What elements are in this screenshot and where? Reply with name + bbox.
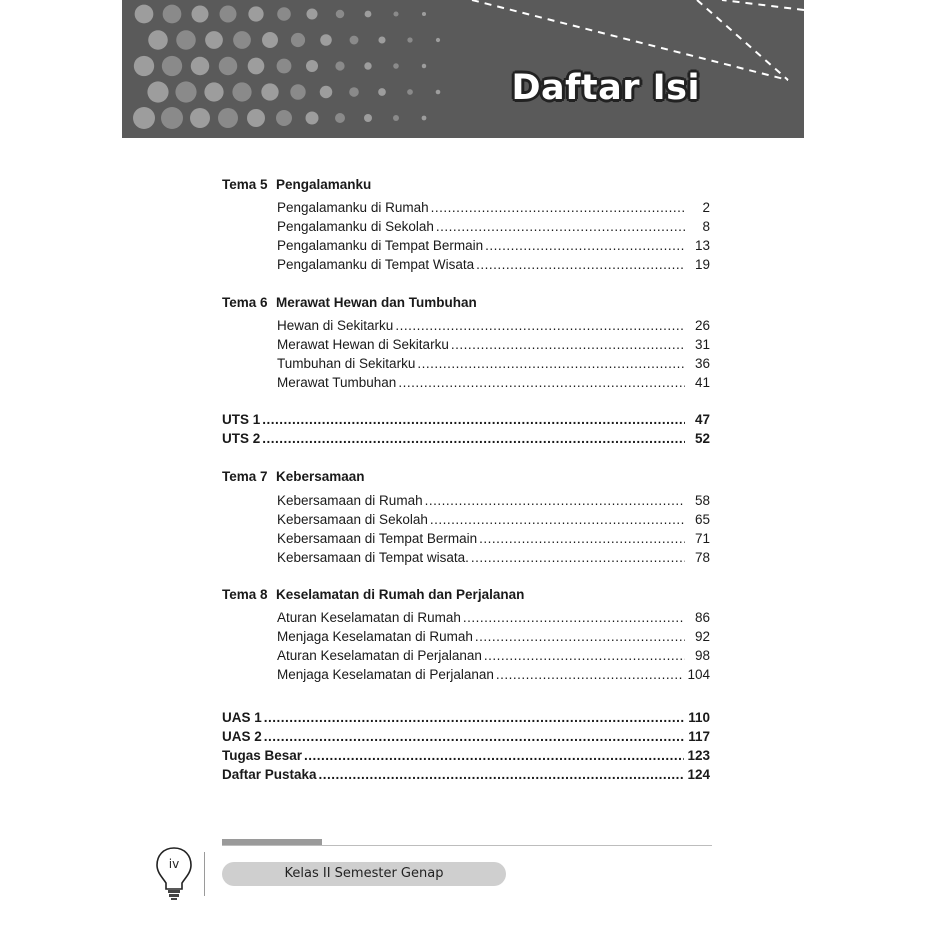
decorative-dot [364, 114, 372, 122]
toc-entry[interactable] [277, 493, 710, 512]
decorative-dot [378, 88, 386, 96]
decorative-dot [161, 107, 183, 129]
toc-entry-page: 92 [694, 629, 710, 644]
dot-leader [484, 648, 685, 663]
decorative-dot [261, 83, 278, 100]
decorative-dot [148, 30, 168, 50]
footer-separator [204, 852, 205, 896]
toc-entry-title: Aturan Keselamatan di Perjalanan [277, 648, 482, 663]
dot-leader [262, 431, 685, 446]
toc-entry-page: 13 [694, 238, 710, 253]
theme-number: Tema 6 [222, 295, 268, 310]
decorative-dot [135, 5, 154, 24]
decorative-dot [393, 115, 399, 121]
toc-entry-title: Daftar Pustaka [222, 767, 317, 782]
toc-entry-title: Aturan Keselamatan di Rumah [277, 610, 461, 625]
decorative-dot [190, 108, 210, 128]
dot-leader [471, 550, 685, 565]
decorative-dot [422, 116, 427, 121]
toc-entry-page: 104 [687, 667, 710, 682]
toc-entry-page: 36 [694, 356, 710, 371]
toc-entry-page: 123 [687, 748, 710, 763]
theme-number: Tema 5 [222, 177, 268, 192]
decorative-dot [133, 107, 155, 129]
lightbulb-icon [155, 845, 193, 903]
toc-entry[interactable] [277, 200, 710, 219]
decorative-dot [277, 59, 292, 74]
toc-entry[interactable] [222, 729, 710, 748]
decorative-dot [407, 37, 412, 42]
toc-entry-page: 110 [688, 710, 710, 725]
toc-theme-heading [222, 177, 371, 192]
toc-entry[interactable] [222, 431, 710, 450]
decorative-dot [422, 64, 426, 68]
toc-entry[interactable] [277, 550, 710, 569]
toc-entry-page: 52 [694, 431, 710, 446]
toc-entry-page: 124 [687, 767, 710, 782]
toc-entry-page: 58 [694, 493, 710, 508]
toc-entry[interactable] [277, 219, 710, 238]
toc-entry-title: Pengalamanku di Tempat Wisata [277, 257, 475, 272]
toc-entry-page: 65 [694, 512, 710, 527]
dot-leader [425, 493, 685, 508]
decorative-dot [306, 8, 317, 19]
dot-leader [475, 629, 685, 644]
toc-entry-page: 86 [694, 610, 710, 625]
page-title: Daftar Isi [511, 68, 700, 108]
toc-entry-title: Kebersamaan di Sekolah [277, 512, 428, 527]
footer-label: Kelas II Semester Genap [284, 866, 444, 881]
decorative-dot [436, 38, 440, 42]
decorative-dot [204, 82, 223, 101]
decorative-dot [365, 11, 372, 18]
decorative-dot [336, 10, 345, 19]
toc-entry-title: Tumbuhan di Sekitarku [277, 356, 416, 371]
theme-title: Kebersamaan [276, 469, 365, 484]
dot-pattern-decoration [122, 0, 804, 138]
toc-entry[interactable] [277, 667, 710, 686]
decorative-dot [175, 81, 196, 102]
decorative-dot [335, 61, 344, 70]
toc-entry-page: 26 [694, 318, 710, 333]
header-banner [122, 0, 804, 138]
toc-entry-page: 41 [694, 375, 710, 390]
decorative-dot [320, 34, 332, 46]
decorative-dot [218, 108, 238, 128]
decorative-dot [233, 31, 251, 49]
dot-leader [417, 356, 685, 371]
dot-leader [304, 748, 684, 763]
page-number-badge [155, 845, 193, 903]
decorative-dot [393, 11, 398, 16]
toc-entry-title: Kebersamaan di Tempat wisata. [277, 550, 469, 565]
toc-entry-page: 117 [688, 729, 710, 744]
toc-entry[interactable] [222, 710, 710, 729]
footer-label-pill [222, 862, 506, 886]
toc-entry-page: 71 [694, 531, 710, 546]
toc-entry[interactable] [222, 748, 710, 767]
decorative-dot [147, 81, 168, 102]
decorative-dot [320, 86, 333, 99]
decorative-dot [350, 36, 359, 45]
toc-entry[interactable] [277, 648, 710, 667]
dot-leader [496, 667, 685, 682]
theme-title: Merawat Hewan dan Tumbuhan [276, 295, 477, 310]
decorative-dot [335, 113, 345, 123]
theme-number: Tema 7 [222, 469, 268, 484]
toc-entry-page: 2 [702, 200, 710, 215]
toc-entry-title: Pengalamanku di Sekolah [277, 219, 434, 234]
toc-entry-page: 98 [694, 648, 710, 663]
toc-entry-title: Hewan di Sekitarku [277, 318, 394, 333]
dot-leader [463, 610, 685, 625]
toc-entry[interactable] [277, 375, 710, 394]
decorative-dot [262, 32, 278, 48]
decorative-dot [191, 57, 210, 76]
dot-leader [431, 200, 685, 215]
toc-entry-title: Kebersamaan di Tempat Bermain [277, 531, 478, 546]
toc-entry-page: 31 [694, 337, 710, 352]
decorative-dot [247, 109, 265, 127]
toc-entry-title: UAS 1 [222, 710, 262, 725]
toc-entry[interactable] [277, 318, 710, 337]
toc-entry-title: Kebersamaan di Rumah [277, 493, 423, 508]
footer-divider [222, 845, 712, 846]
dot-leader [264, 710, 685, 725]
decorative-dot [163, 5, 182, 24]
dot-leader [319, 767, 685, 782]
toc-entry[interactable] [222, 412, 710, 431]
decorative-dot [436, 90, 441, 95]
dot-leader [398, 375, 685, 390]
decorative-dot [205, 31, 223, 49]
decorative-dot [232, 82, 251, 101]
decorative-dot [349, 87, 359, 97]
decorative-dot [192, 6, 209, 23]
toc-entry-title: UTS 1 [222, 412, 261, 427]
toc-theme-heading [222, 469, 365, 484]
dot-leader [479, 531, 685, 546]
toc-entry[interactable] [277, 257, 710, 276]
decorative-dot [364, 62, 371, 69]
toc-entry-title: Tugas Besar [222, 748, 303, 763]
decorative-dot [162, 56, 182, 76]
decorative-dot [422, 12, 426, 16]
dashed-line-decoration [722, 0, 804, 10]
toc-entry[interactable] [277, 238, 710, 257]
dot-leader [451, 337, 685, 352]
theme-title: Pengalamanku [276, 177, 372, 192]
decorative-dot [248, 58, 265, 75]
decorative-dot [393, 63, 399, 69]
toc-entry[interactable] [277, 512, 710, 531]
decorative-dot [291, 33, 305, 47]
decorative-dot [219, 57, 238, 76]
toc-entry-page: 8 [702, 219, 710, 234]
toc-entry[interactable] [222, 767, 710, 786]
toc-entry-title: Menjaga Keselamatan di Perjalanan [277, 667, 494, 682]
dot-leader [436, 219, 685, 234]
dot-leader [395, 318, 685, 333]
decorative-dot [378, 36, 385, 43]
toc-entry-page: 78 [694, 550, 710, 565]
dot-leader [430, 512, 685, 527]
toc-entry-page: 47 [694, 412, 710, 427]
toc-entry-title: UAS 2 [222, 729, 262, 744]
decorative-dot [134, 56, 154, 76]
toc-entry[interactable] [277, 610, 710, 629]
page-number: iv [168, 857, 180, 871]
dot-leader [476, 257, 685, 272]
theme-title: Keselamatan di Rumah dan Perjalanan [276, 587, 525, 602]
decorative-dot [277, 7, 291, 21]
dot-leader [264, 729, 685, 744]
toc-entry-title: Merawat Tumbuhan [277, 375, 397, 390]
toc-entry-title: Merawat Hewan di Sekitarku [277, 337, 449, 352]
dot-leader [262, 412, 685, 427]
toc-entry[interactable] [277, 629, 710, 648]
decorative-dot [220, 6, 237, 23]
toc-entry-title: UTS 2 [222, 431, 261, 446]
decorative-dot [290, 84, 305, 99]
decorative-dot [407, 89, 413, 95]
toc-entry-page: 19 [694, 257, 710, 272]
toc-entry-title: Pengalamanku di Rumah [277, 200, 429, 215]
toc-entry[interactable] [277, 337, 710, 356]
toc-entry[interactable] [277, 531, 710, 550]
decorative-dot [248, 6, 263, 21]
decorative-dot [306, 112, 319, 125]
toc-entry-title: Pengalamanku di Tempat Bermain [277, 238, 484, 253]
theme-number: Tema 8 [222, 587, 268, 602]
toc-theme-heading [222, 295, 477, 310]
decorative-dot [276, 110, 292, 126]
decorative-dot [306, 60, 318, 72]
toc-entry-title: Menjaga Keselamatan di Rumah [277, 629, 473, 644]
toc-entry[interactable] [277, 356, 710, 375]
decorative-dot [176, 30, 196, 50]
dot-leader [485, 238, 685, 253]
toc-theme-heading [222, 587, 524, 602]
